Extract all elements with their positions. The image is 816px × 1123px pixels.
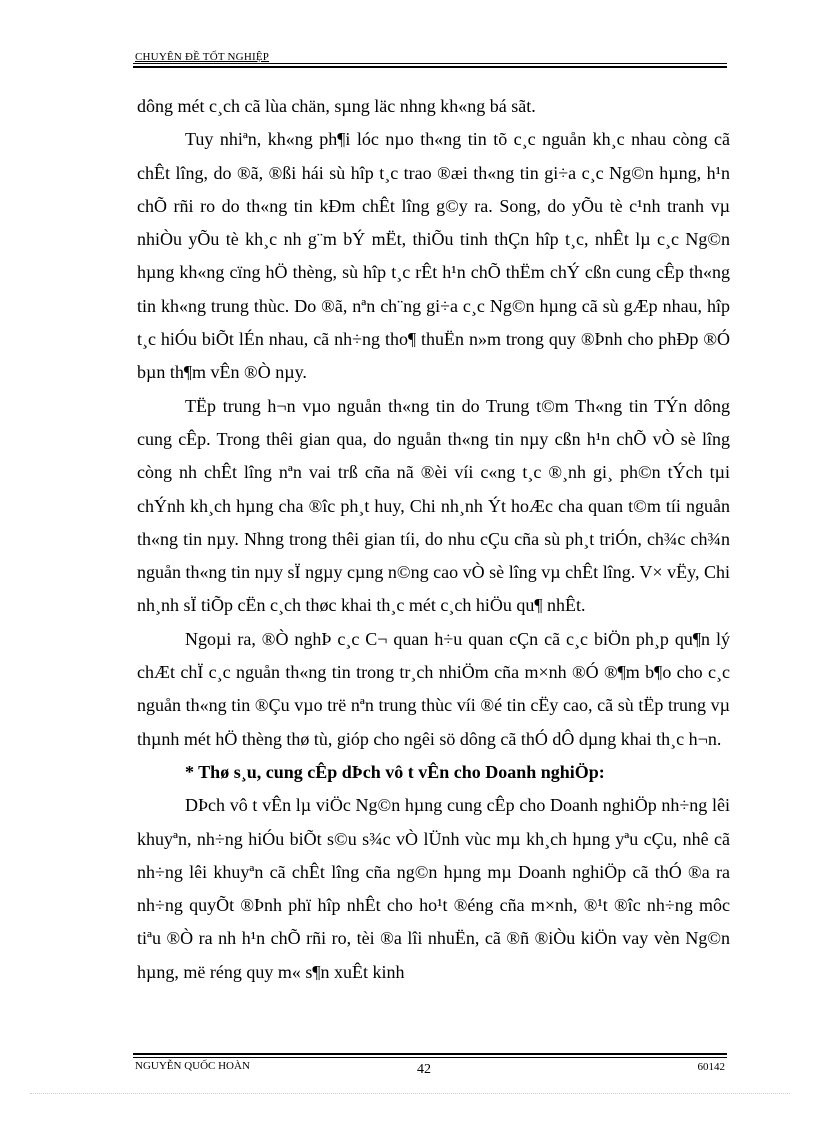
page-footer	[133, 1053, 727, 1083]
header-rule-thick	[133, 66, 727, 68]
student-id: 60142	[697, 1061, 725, 1073]
page-edge-divider	[30, 1093, 790, 1094]
paragraph-2: Tuy nhiªn, kh«ng ph¶i lóc nµo th«ng tin tõ c¸c nguån kh¸c nhau còng cã chÊt lîng, do ®ã, ®ßi hái sù hîp t¸c trao ®æi th«ng tin gi÷a c¸c Ng©n hµng, h¹n chÕ rñi ro do th«ng tin kÐm chÊt lîng g©y ra. Song, do yÕu tè c¹nh tranh vµ nhiÒu yÕu tè kh¸c nh g¨m bÝ mËt, thiÕu tinh thÇn hîp t¸c, nhÊt lµ c¸c Ng©n hµng kh«ng cïng hÖ thèng, sù hîp t¸c rÊt h¹n chÕ thËm chÝ cßn cung cÊp th«ng tin kh«ng trung thùc. Do ®ã, nªn ch¨ng gi÷a c¸c Ng©n hµng cã sù gÆp nhau, hîp t¸c hiÓu biÕt lÉn nhau, cã nh÷ng tho¶ thuËn n»m trong quy ®Þnh cho phÐp ®Ó bµn th¶m vÊn ®Ò nµy.	[137, 129, 730, 383]
paragraph-3: TËp trung h¬n vµo nguån th«ng tin do Trung t©m Th«ng tin TÝn dông cung cÊp. Trong thêi gian qua, do nguån th«ng tin nµy cßn h¹n chÕ vÒ sè lîng còng nh chÊt lîng nªn vai trß cña nã ®èi víi c«ng t¸c ®¸nh gi¸ ph©n tÝch tµi chÝnh kh¸ch hµng cha ®îc ph¸t huy, Chi nh¸nh Ýt hoÆc cha quan t©m tíi nguån th«ng tin nµy. Nhng trong thêi gian tíi, do nhu cÇu cña sù ph¸t triÓn, ch¾c ch¾n nguån th«ng tin nµy sÏ ngµy cµng n©ng cao vÒ sè lîng vµ chÊt lîng. V× vËy, Chi nh¸nh sÏ tiÕp cËn c¸ch thøc khai th¸c mét c¸ch hiÖu qu¶ nhÊt.	[137, 395, 730, 616]
footer-author: NGUYỄN QUỐC HOÀN	[135, 1060, 250, 1072]
document-body	[137, 90, 730, 989]
paragraph-4: Ngoµi ra, ®Ò nghÞ c¸c C¬ quan h÷u quan cÇn cã c¸c biÖn ph¸p qu¶n lý chÆt chÏ c¸c nguån th«ng tin trong tr¸ch nhiÖm cña m×nh ®Ó ®¶m b¶o cho c¸c nguån th«ng tin ®Çu vµo trë nªn trung thùc víi ®é tin cËy cao, cã sù tËp trung vµ thµnh mét hÖ thèng thø tù, gióp cho ngêi sö dông cã thÓ dÔ dµng khai th¸c h¬n.	[137, 628, 730, 749]
page-header	[133, 48, 727, 66]
header-rule-thin	[133, 63, 727, 64]
header-title: CHUYÊN ĐỀ TỐT NGHIỆP	[135, 51, 270, 63]
paragraph-1: dông mét c¸ch cã lùa chän, sµng läc nhng kh«ng bá sãt.	[137, 96, 536, 116]
page-number: 42	[417, 1062, 431, 1077]
footer-rule-thin	[133, 1057, 727, 1058]
footer-rule-thick	[133, 1053, 727, 1055]
section-heading: * Thø s¸u, cung cÊp dÞch vô t vÊn cho Doanh nghiÖp:	[185, 761, 605, 782]
paragraph-5: DÞch vô t vÊn lµ viÖc Ng©n hµng cung cÊp cho Doanh nghiÖp nh÷ng lêi khuyªn, nh÷ng hiÓu biÕt s©u s¾c vÒ lÜnh vùc mµ kh¸ch hµng yªu cÇu, nhê cã nh÷ng lêi khuyªn cã chÊt lîng cña ng©n hµng mµ Doanh nghiÖp cã thÓ ®a ra nh÷ng quyÕt ®Þnh phï hîp nhÊt cho ho¹t ®éng cña m×nh, ®¹t ®îc nh÷ng môc tiªu ®Ò ra nh h¹n chÕ rñi ro, tèi ®a lîi nhuËn, cã ®ñ ®iÒu kiÖn vay vèn Ng©n hµng, më réng quy m« s¶n xuÊt kinh	[137, 795, 730, 982]
